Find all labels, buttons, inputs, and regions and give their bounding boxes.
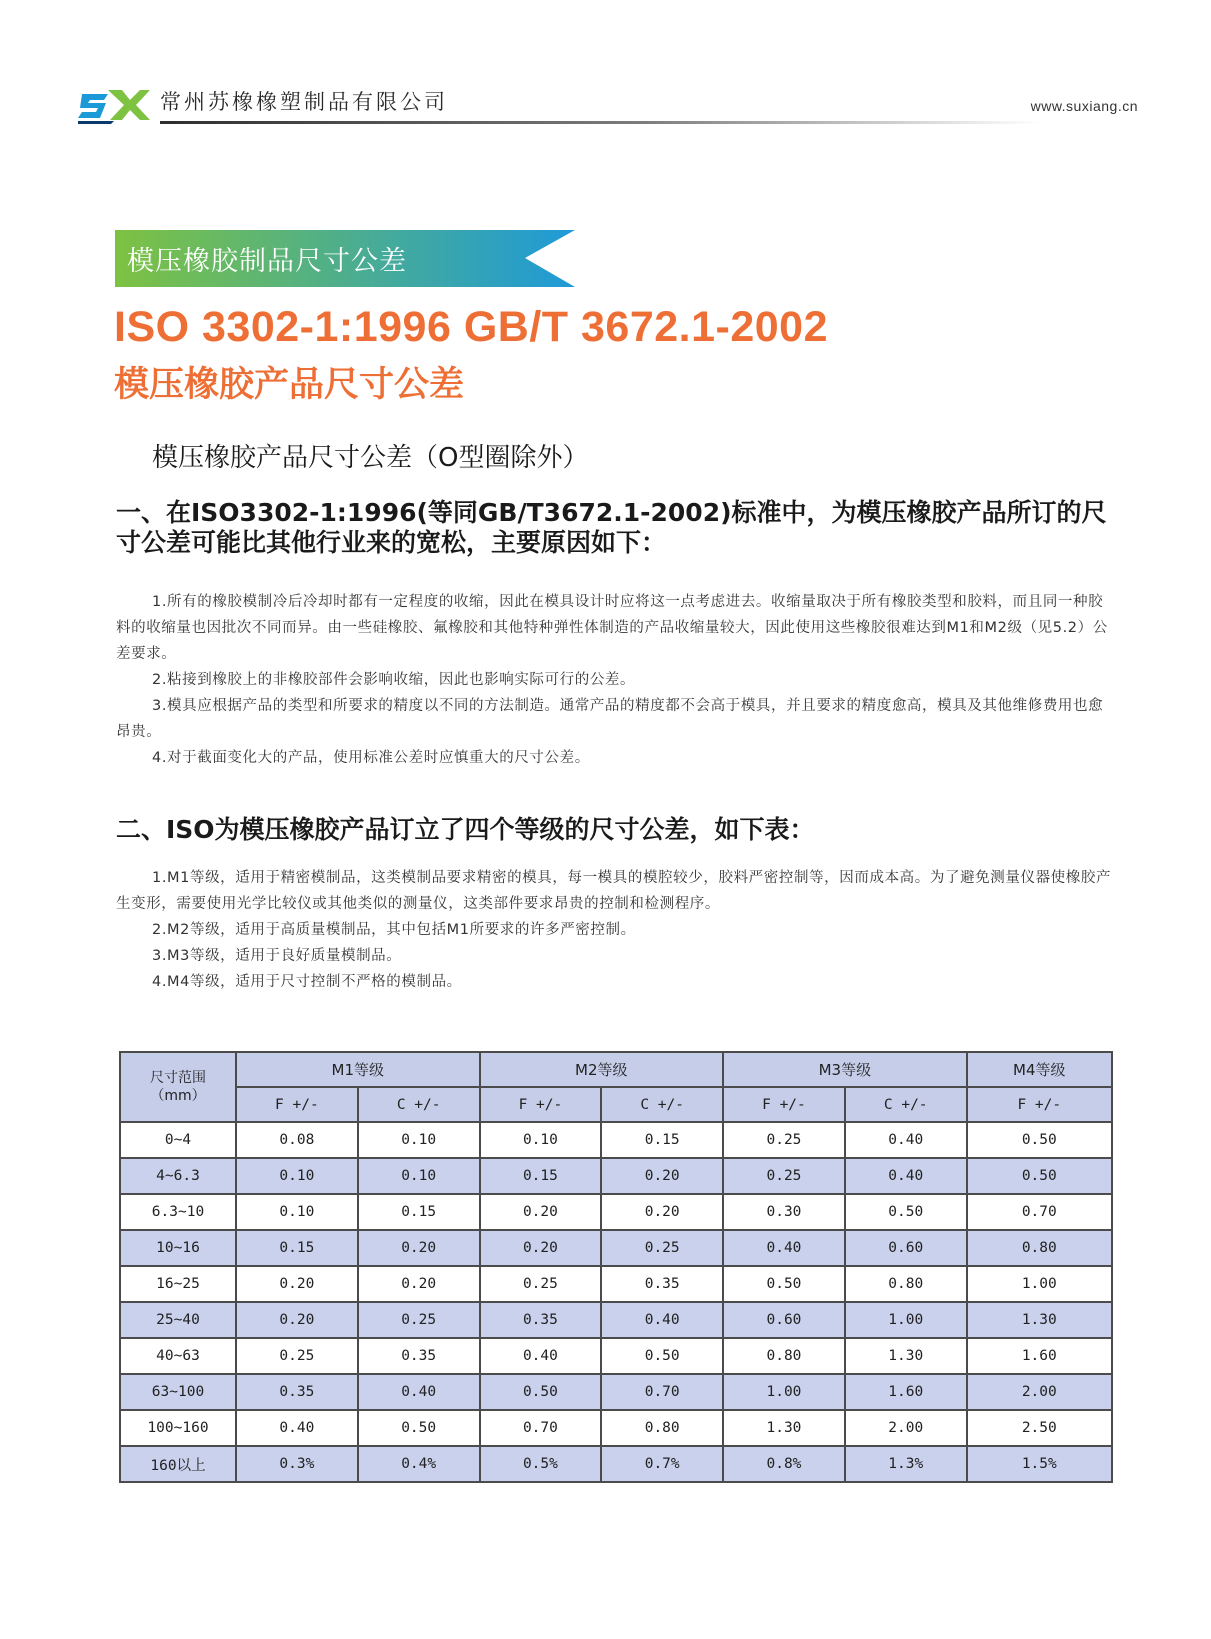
section-1-heading: 一、在ISO3302-1:1996(等同GB/T3672.1-2002)标准中，为模压橡胶产品所订的尺寸公差可能比其他行业来的宽松，主要原因如下： xyxy=(116,498,1107,557)
tolerance-cell: 0.50 xyxy=(601,1338,723,1374)
tolerance-cell: 0.20 xyxy=(601,1158,723,1194)
tolerance-cell: 0.25 xyxy=(723,1158,845,1194)
tolerance-cell: 0.50 xyxy=(845,1194,967,1230)
table-row xyxy=(120,1374,1112,1410)
list-item: 1.所有的橡胶模制冷后冷却时都有一定程度的收缩，因此在模具设计时应将这一点考虑进去。收缩量取决于所有橡胶类型和胶料，而且同一种胶料的收缩量也因批次不同而异。由一些硅橡胶、氟橡胶和其他特种弹性体制造的产品收缩量较大，因此使用这些橡胶很难达到M1和M2级（见5.2）公差要求。 xyxy=(116,594,1108,662)
header-divider xyxy=(160,121,1040,124)
tolerance-cell: 0.50 xyxy=(358,1410,480,1446)
list-item: 4.M4等级，适用于尺寸控制不严格的模制品。 xyxy=(152,974,462,990)
section-1-body xyxy=(116,589,1116,771)
table-body xyxy=(120,1122,1112,1482)
table-row xyxy=(120,1194,1112,1230)
tolerance-cell: 0.25 xyxy=(601,1230,723,1266)
section-2-body xyxy=(116,865,1116,995)
size-range-header: 尺寸范围 （mm） xyxy=(120,1052,236,1122)
size-range-cell: 10~16 xyxy=(120,1230,236,1266)
tolerance-cell: 0.60 xyxy=(723,1302,845,1338)
size-range-cell: 160以上 xyxy=(120,1446,236,1482)
list-item: 4.对于截面变化大的产品，使用标准公差时应慎重大的尺寸公差。 xyxy=(152,750,590,766)
size-range-cell: 100~160 xyxy=(120,1410,236,1446)
tolerance-cell: 0.20 xyxy=(601,1194,723,1230)
table-row xyxy=(120,1230,1112,1266)
tolerance-cell: 0.15 xyxy=(480,1158,602,1194)
tolerance-cell: 0.60 xyxy=(845,1230,967,1266)
tolerance-cell: 0.35 xyxy=(480,1302,602,1338)
tolerance-cell: 0.50 xyxy=(480,1374,602,1410)
list-item: 2.粘接到橡胶上的非橡胶部件会影响收缩，因此也影响实际可行的公差。 xyxy=(152,672,636,688)
standard-subtitle: 模压橡胶产品尺寸公差 xyxy=(114,365,465,405)
tolerance-cell: 0.70 xyxy=(601,1374,723,1410)
tolerance-cell: 0.35 xyxy=(236,1374,358,1410)
size-range-cell: 16~25 xyxy=(120,1266,236,1302)
list-item: 3.M3等级，适用于良好质量模制品。 xyxy=(152,948,402,964)
table-row xyxy=(120,1446,1112,1482)
list-item: 3.模具应根据产品的类型和所要求的精度以不同的方法制造。通常产品的精度都不会高于模具，并且要求的精度愈高，模具及其他维修费用也愈昂贵。 xyxy=(116,698,1104,740)
page-header xyxy=(78,80,1138,130)
grade-header-m2: M2等级 xyxy=(480,1052,724,1087)
tolerance-cell: 1.3% xyxy=(845,1446,967,1482)
tolerance-cell: 0.30 xyxy=(723,1194,845,1230)
tolerance-cell: 0.40 xyxy=(845,1122,967,1158)
tolerance-cell: 0.20 xyxy=(358,1230,480,1266)
table-row xyxy=(120,1302,1112,1338)
table-row xyxy=(120,1338,1112,1374)
tolerance-cell: 1.30 xyxy=(967,1302,1112,1338)
tolerance-cell: 1.30 xyxy=(845,1338,967,1374)
tolerance-cell: 0.20 xyxy=(480,1194,602,1230)
grade-header-m3: M3等级 xyxy=(723,1052,967,1087)
tolerance-cell: 0.10 xyxy=(236,1194,358,1230)
tolerance-table xyxy=(119,1051,1113,1483)
tolerance-cell: 1.00 xyxy=(845,1302,967,1338)
tolerance-cell: 0.4% xyxy=(358,1446,480,1482)
list-item: 1.M1等级，适用于精密模制品，这类模制品要求精密的模具，每一模具的模腔较少，胶料严密控制等，因而成本高。为了避免测量仪器使橡胶产生变形，需要使用光学比较仪或其他类似的测量仪，这类部件要求昂贵的控制和检测程序。 xyxy=(116,870,1112,912)
size-range-cell: 4~6.3 xyxy=(120,1158,236,1194)
tolerance-cell: 0.7% xyxy=(601,1446,723,1482)
tolerance-cell: 1.30 xyxy=(723,1410,845,1446)
tolerance-cell: 0.40 xyxy=(723,1230,845,1266)
tolerance-cell: 0.15 xyxy=(358,1194,480,1230)
size-range-cell: 0~4 xyxy=(120,1122,236,1158)
size-range-cell: 6.3~10 xyxy=(120,1194,236,1230)
tolerance-cell: 0.20 xyxy=(480,1230,602,1266)
grade-header-m4: M4等级 xyxy=(967,1052,1112,1087)
tolerance-cell: 2.00 xyxy=(845,1410,967,1446)
size-range-cell: 40~63 xyxy=(120,1338,236,1374)
tolerance-cell: 0.50 xyxy=(967,1122,1112,1158)
section-banner xyxy=(115,230,575,287)
table-row xyxy=(120,1122,1112,1158)
section-2-heading: 二、ISO为模压橡胶产品订立了四个等级的尺寸公差，如下表： xyxy=(116,815,815,844)
banner-title: 模压橡胶制品尺寸公差 xyxy=(127,246,407,277)
sx-logo-icon xyxy=(78,84,150,124)
tolerance-cell: 0.08 xyxy=(236,1122,358,1158)
column-header: F +/- xyxy=(723,1087,845,1122)
column-header: F +/- xyxy=(236,1087,358,1122)
tolerance-cell: 0.3% xyxy=(236,1446,358,1482)
tolerance-cell: 0.10 xyxy=(358,1122,480,1158)
tolerance-cell: 0.20 xyxy=(358,1266,480,1302)
column-header: F +/- xyxy=(967,1087,1112,1122)
tolerance-cell: 0.50 xyxy=(723,1266,845,1302)
tolerance-cell: 0.10 xyxy=(358,1158,480,1194)
tolerance-cell: 2.50 xyxy=(967,1410,1112,1446)
tolerance-cell: 0.10 xyxy=(480,1122,602,1158)
table-row xyxy=(120,1266,1112,1302)
tolerance-cell: 0.25 xyxy=(723,1122,845,1158)
tolerance-cell: 0.8% xyxy=(723,1446,845,1482)
tolerance-cell: 0.40 xyxy=(236,1410,358,1446)
tolerance-cell: 1.5% xyxy=(967,1446,1112,1482)
tolerance-cell: 0.80 xyxy=(723,1338,845,1374)
tolerance-cell: 0.25 xyxy=(358,1302,480,1338)
tolerance-cell: 2.00 xyxy=(967,1374,1112,1410)
list-item: 2.M2等级，适用于高质量模制品，其中包括M1所要求的许多严密控制。 xyxy=(152,922,636,938)
size-range-cell: 25~40 xyxy=(120,1302,236,1338)
tolerance-cell: 1.00 xyxy=(723,1374,845,1410)
tolerance-cell: 0.25 xyxy=(236,1338,358,1374)
tolerance-cell: 0.20 xyxy=(236,1302,358,1338)
tolerance-cell: 0.40 xyxy=(358,1374,480,1410)
company-name: 常州苏橡橡塑制品有限公司 xyxy=(160,90,448,114)
tolerance-cell: 0.20 xyxy=(236,1266,358,1302)
tolerance-cell: 0.80 xyxy=(967,1230,1112,1266)
sub-heading: 模压橡胶产品尺寸公差（O型圈除外） xyxy=(152,443,589,473)
column-header: F +/- xyxy=(480,1087,602,1122)
table-row xyxy=(120,1410,1112,1446)
tolerance-cell: 0.35 xyxy=(358,1338,480,1374)
table-row xyxy=(120,1158,1112,1194)
tolerance-cell: 0.70 xyxy=(967,1194,1112,1230)
website-link[interactable]: www.suxiang.cn xyxy=(1030,98,1138,114)
grade-header-m1: M1等级 xyxy=(236,1052,480,1087)
tolerance-cell: 0.35 xyxy=(601,1266,723,1302)
standard-title: ISO 3302-1:1996 GB/T 3672.1-2002 xyxy=(114,303,828,351)
column-header: C +/- xyxy=(358,1087,480,1122)
column-header: C +/- xyxy=(601,1087,723,1122)
tolerance-cell: 1.00 xyxy=(967,1266,1112,1302)
size-range-cell: 63~100 xyxy=(120,1374,236,1410)
tolerance-cell: 0.10 xyxy=(236,1158,358,1194)
tolerance-cell: 0.70 xyxy=(480,1410,602,1446)
tolerance-cell: 0.40 xyxy=(845,1158,967,1194)
tolerance-cell: 0.25 xyxy=(480,1266,602,1302)
tolerance-cell: 0.15 xyxy=(601,1122,723,1158)
tolerance-cell: 1.60 xyxy=(845,1374,967,1410)
tolerance-cell: 0.15 xyxy=(236,1230,358,1266)
tolerance-cell: 0.80 xyxy=(845,1266,967,1302)
tolerance-cell: 0.80 xyxy=(601,1410,723,1446)
tolerance-cell: 0.40 xyxy=(480,1338,602,1374)
tolerance-cell: 0.5% xyxy=(480,1446,602,1482)
tolerance-cell: 0.50 xyxy=(967,1158,1112,1194)
tolerance-cell: 1.60 xyxy=(967,1338,1112,1374)
column-header: C +/- xyxy=(845,1087,967,1122)
tolerance-cell: 0.40 xyxy=(601,1302,723,1338)
